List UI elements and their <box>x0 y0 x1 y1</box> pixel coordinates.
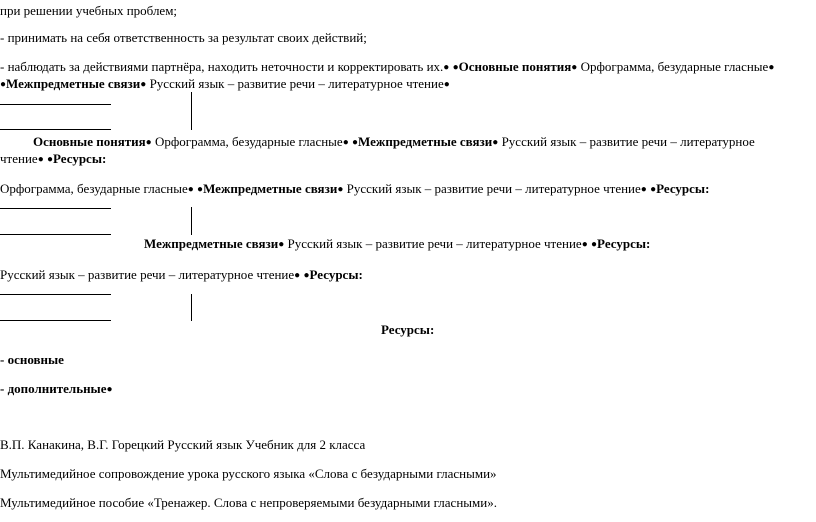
block1-text: - наблюдать за действиями партнёра, находить неточности и корректировать их. <box>0 59 444 74</box>
bullet-icon: ● <box>768 62 775 73</box>
separator-line <box>0 320 111 321</box>
bullet-icon: ● <box>197 184 204 195</box>
bullet-icon: ● <box>106 384 113 395</box>
bullet-icon: ● <box>342 137 349 148</box>
paragraph-block-4 <box>144 236 650 253</box>
bullet-icon: ● <box>187 184 194 195</box>
bullet-icon: ● <box>452 62 459 73</box>
bullet-icon: ● <box>443 62 450 73</box>
reference-2: Мультимедийное сопровождение урока русского языка «Слова с безударными гласными» <box>0 466 497 481</box>
bullet-icon: ● <box>0 79 7 90</box>
bullet-icon: ● <box>351 137 359 148</box>
paragraph-block-5 <box>0 267 363 284</box>
bullet-icon: ● <box>443 79 450 90</box>
resources-main: - основные <box>0 352 64 367</box>
block5-resources-heading: Ресурсы: <box>309 267 363 282</box>
bullet-icon: ● <box>294 270 301 281</box>
block3-inter-text: Русский язык – развитие речи – литературное чтение <box>343 181 641 196</box>
paragraph-block-3 <box>0 181 709 198</box>
block2-inter-heading: Межпредметные связи <box>358 134 493 149</box>
separator-vertical <box>191 92 192 130</box>
resources-extra: - дополнительные● <box>0 381 113 396</box>
reference-1: В.П. Канакина, В.Г. Горецкий Русский язык Учебник для 2 класса <box>0 437 366 452</box>
separator-line <box>0 234 111 235</box>
bullet-icon: ● <box>37 154 44 165</box>
paragraph-block-2 <box>0 134 795 168</box>
separator-vertical <box>191 294 192 321</box>
reference-3: Мультимедийное пособие «Тренажер. Слова с непроверяемыми безударными гласными». <box>0 495 497 510</box>
text-line-1: при решении учебных проблем; <box>0 3 178 18</box>
block1-inter-text: Русский язык – развитие речи – литературное чтение <box>146 76 444 91</box>
bullet-icon: ● <box>571 62 578 73</box>
bullet-icon: ● <box>650 184 657 195</box>
block2-basic-text: Орфограмма, безударные гласные <box>151 134 343 149</box>
bullet-icon: ● <box>581 239 588 250</box>
bullet-icon: ● <box>145 137 152 148</box>
separator-line <box>0 129 111 130</box>
separator-line <box>0 104 111 105</box>
bullet-icon: ● <box>492 137 499 148</box>
block2-inter-text: Русский язык – развитие речи – литературное чтение <box>0 134 755 166</box>
bullet-icon: ● <box>46 154 54 165</box>
block3-resources-heading: Ресурсы: <box>656 181 710 196</box>
paragraph-block-1 <box>0 59 790 93</box>
block2-resources-heading: Ресурсы: <box>53 151 107 166</box>
block1-basic-text: Орфограмма, безударные гласные <box>577 59 769 74</box>
bullet-icon: ● <box>337 184 344 195</box>
resources-heading: Ресурсы: <box>381 322 435 337</box>
separator-vertical <box>191 207 192 235</box>
separator-line <box>0 208 111 209</box>
block1-basic-heading: Основные понятия <box>458 59 572 74</box>
separator-line <box>0 294 111 295</box>
block1-inter-heading: Межпредметные связи <box>6 76 141 91</box>
bullet-icon: ● <box>640 184 647 195</box>
block4-resources-heading: Ресурсы: <box>597 236 651 251</box>
block2-basic-heading: Основные понятия <box>33 134 146 149</box>
bullet-icon: ● <box>278 239 285 250</box>
block4-inter-text: Русский язык – развитие речи – литературное чтение <box>284 236 582 251</box>
block3-text: Орфограмма, безударные гласные <box>0 181 188 196</box>
bullet-icon: ● <box>303 270 310 281</box>
bullet-icon: ● <box>140 79 147 90</box>
block4-inter-heading: Межпредметные связи <box>144 236 279 251</box>
text-line-2: - принимать на себя ответственность за результат своих действий; <box>0 30 367 45</box>
block5-text: Русский язык – развитие речи – литературное чтение <box>0 267 295 282</box>
block3-inter-heading: Межпредметные связи <box>203 181 338 196</box>
bullet-icon: ● <box>591 239 598 250</box>
